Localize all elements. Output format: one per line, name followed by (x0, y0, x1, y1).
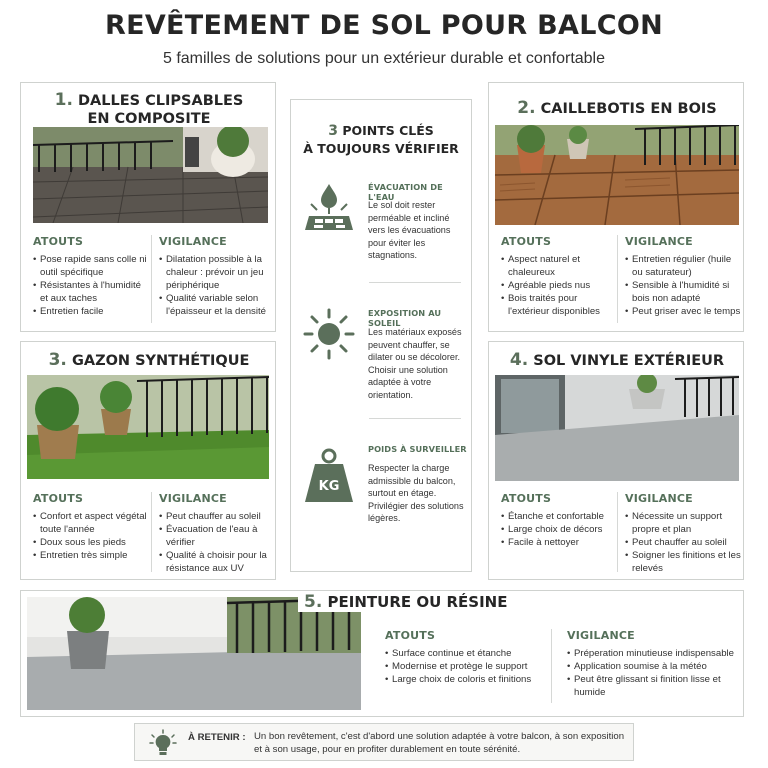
key-points-title-line2: À TOUJOURS VÉRIFIER (303, 141, 459, 156)
list-item: • Bois traités pour l'extérieur disponibles (501, 292, 616, 318)
takeaway-label: À RETENIR : (188, 732, 246, 743)
list-item: • Surface continue et étanche (385, 647, 555, 660)
list-item: • Facile à nettoyer (501, 536, 616, 549)
list-item: • Soigner les finitions et les relevés (625, 549, 741, 575)
list-item: • Peut griser avec le temps (625, 305, 741, 318)
key-points-title-line1: POINTS CLÉS (342, 123, 434, 138)
vigilance-column (625, 235, 741, 318)
check-title: POIDS À SURVEILLER (368, 444, 467, 454)
atouts-column (501, 235, 616, 318)
atouts-heading: ATOUTS (501, 235, 552, 248)
list-item: • Dilatation possible à la chaleur : prévoir un jeu périphérique (159, 253, 271, 292)
takeaway-box (134, 723, 634, 761)
card-number: 3. (48, 350, 67, 370)
list-item: • Qualité variable selon l'épaisseur et la densité (159, 292, 271, 318)
vigilance-heading: VIGILANCE (159, 235, 227, 248)
paint-resin-photo (27, 597, 361, 710)
check-title: EXPOSITION AU SOLEIL (368, 308, 442, 328)
lightbulb-icon (149, 729, 177, 757)
weight-icon-badge: KG (318, 479, 340, 494)
divider (551, 629, 552, 703)
card-wood-decking (488, 82, 744, 332)
vigilance-heading: VIGILANCE (567, 629, 635, 642)
page-title: REVÊTEMENT DE SOL POUR BALCON (104, 10, 664, 41)
card-title (298, 592, 513, 612)
check-text: Respecter la charge admissible du balcon, surtout en étage. Privilégier des solutions légères. (368, 463, 464, 523)
atouts-heading: ATOUTS (385, 629, 436, 642)
page-subtitle: 5 familles de solutions pour un extérieur durable et confortable (162, 50, 606, 67)
card-title-line1: SOL VINYLE EXTÉRIEUR (533, 353, 725, 369)
card-title (21, 351, 277, 370)
atouts-heading: ATOUTS (33, 235, 84, 248)
card-number: 4. (509, 350, 529, 370)
divider (617, 235, 618, 323)
list-item: • Résistantes à l'humidité et aux taches (33, 279, 151, 305)
card-title (489, 351, 745, 370)
list-item: • Évacuation de l'eau à vérifier (159, 523, 273, 549)
list-item: • Préperation minutieuse indispensable (567, 647, 739, 660)
wood-decking-photo (495, 125, 739, 225)
list-item: • Doux sous les pieds (33, 536, 151, 549)
list-item: • Agréable pieds nus (501, 279, 616, 292)
vigilance-column (625, 492, 741, 575)
card-composite-tiles (20, 82, 276, 332)
list-item: • Qualité à choisir pour la résistance aux UV (159, 549, 273, 575)
card-number: 5. (304, 592, 323, 612)
list-item: • Confort et aspect végétal toute l'année (33, 510, 151, 536)
list-item: • Entretien facile (33, 305, 151, 318)
sun-icon (303, 306, 355, 362)
atouts-column (501, 492, 616, 549)
key-points-panel (290, 99, 472, 572)
water-drainage-icon (303, 182, 355, 238)
list-item: • Pose rapide sans colle ni outil spécifique (33, 253, 151, 279)
divider (369, 282, 461, 283)
divider (617, 492, 618, 572)
divider (151, 492, 152, 572)
atouts-heading: ATOUTS (33, 492, 84, 505)
card-synthetic-grass (20, 341, 276, 580)
card-title-line1: PEINTURE OU RÉSINE (327, 593, 508, 611)
card-number: 2. (517, 98, 536, 118)
list-item: • Nécessite un support propre et plan (625, 510, 741, 536)
divider (369, 418, 461, 419)
synthetic-grass-photo (27, 375, 269, 479)
atouts-heading: ATOUTS (501, 492, 552, 505)
list-item: • Peut chauffer au soleil (159, 510, 273, 523)
atouts-column (33, 492, 151, 562)
card-title-line1: DALLES CLIPSABLES (78, 93, 244, 109)
atouts-column (33, 235, 151, 318)
list-item: • Peut chauffer au soleil (625, 536, 741, 549)
card-title-line2: EN COMPOSITE (87, 111, 211, 127)
list-item: • Entretien très simple (33, 549, 151, 562)
outdoor-vinyl-photo (495, 375, 739, 481)
list-item: • Modernise et protège le support (385, 660, 555, 673)
card-title (21, 91, 277, 128)
vigilance-heading: VIGILANCE (159, 492, 227, 505)
list-item: • Entretien régulier (huile ou saturateur) (625, 253, 741, 279)
list-item: • Large choix de coloris et finitions (385, 673, 555, 686)
list-item: • Peut être glissant si finition lisse et humide (567, 673, 739, 699)
card-title-line1: GAZON SYNTHÉTIQUE (71, 353, 250, 369)
composite-tiles-photo (33, 127, 268, 223)
check-text: Les matériaux exposés peuvent chauffer, se dilater ou se décolorer. Choisir une solution adaptée à votre orientation. (368, 327, 462, 400)
list-item: • Sensible à l'humidité si bois non adapté (625, 279, 741, 305)
check-title: ÉVACUATION DE L'EAU (368, 182, 443, 202)
takeaway-text: Un bon revêtement, c'est d'abord une solution adaptée à votre balcon, à son exposition et à son usage, pour en profiter durablement en toute sérénité. (254, 731, 625, 755)
atouts-column (385, 629, 555, 686)
vigilance-heading: VIGILANCE (625, 492, 693, 505)
card-title-line1: CAILLEBOTIS EN BOIS (540, 101, 717, 117)
check-text: Le sol doit rester perméable et incliné vers les évacuations pour éviter les stagnations. (368, 200, 451, 260)
vigilance-column (159, 492, 273, 575)
list-item: • Aspect naturel et chaleureux (501, 253, 616, 279)
card-outdoor-vinyl (488, 341, 744, 580)
list-item: • Étanche et confortable (501, 510, 616, 523)
key-points-number: 3 (328, 123, 338, 139)
key-points-title (291, 122, 471, 157)
vigilance-heading: VIGILANCE (625, 235, 693, 248)
card-number: 1. (54, 90, 73, 110)
list-item: • Application soumise à la météo (567, 660, 739, 673)
vigilance-column (567, 629, 739, 699)
list-item: • Large choix de décors (501, 523, 616, 536)
divider (151, 235, 152, 323)
card-title (489, 99, 745, 118)
vigilance-column (159, 235, 271, 318)
weight-icon (303, 448, 355, 504)
